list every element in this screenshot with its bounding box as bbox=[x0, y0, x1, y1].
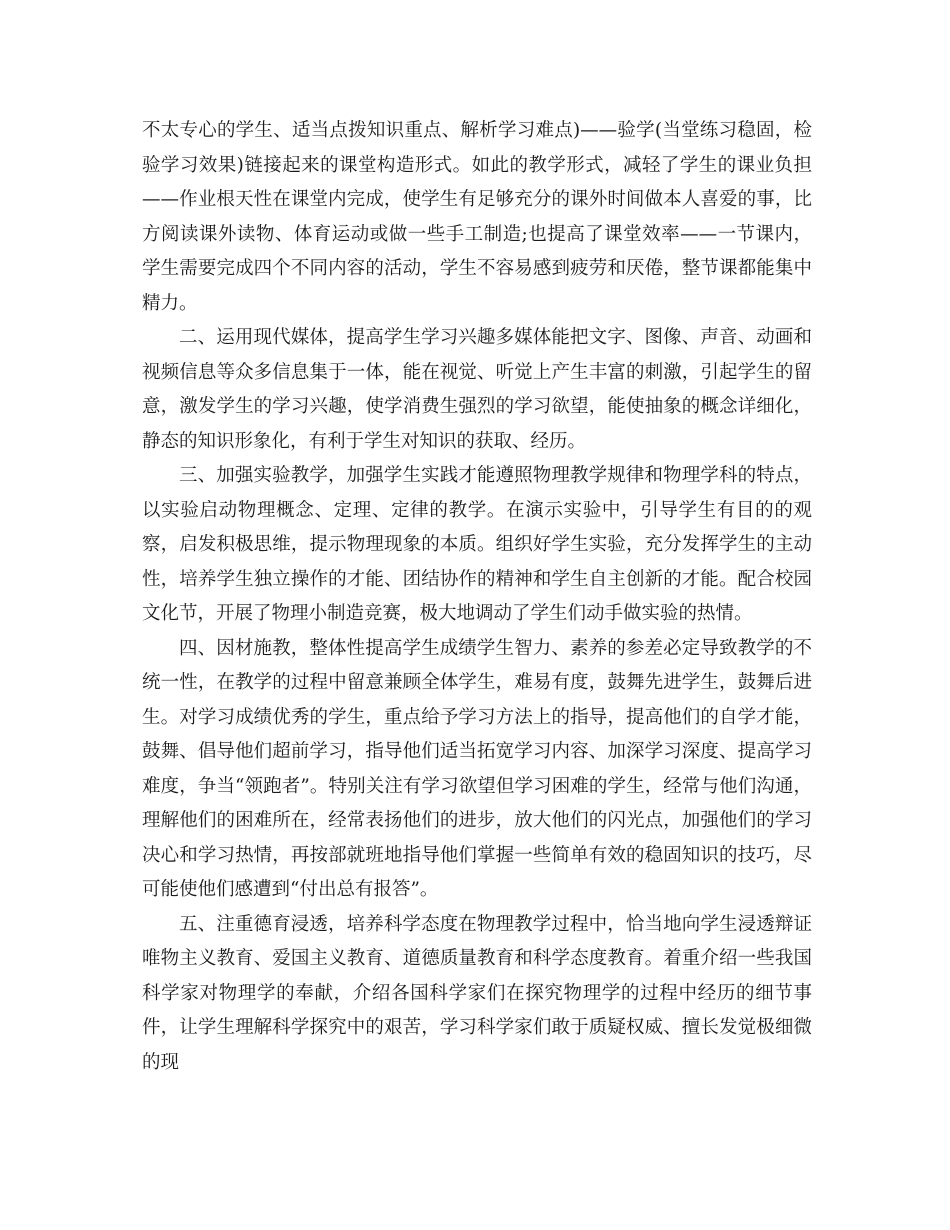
paragraph-section-3: 三、加强实验教学，加强学生实践才能遵照物理教学规律和物理学科的特点，以实验启动物理概念、定理、定律的教学。在演示实验中，引导学生有目的的观察，启发积极思维，提示物理现象的本质。组织好学生实验，充分发挥学生的主动性，培养学生独立操作的才能、团结协作的精神和学生自主创新的才能。配合校园文化节，开展了物理小制造竞赛，极大地调动了学生们动手做实验的热情。 bbox=[142, 465, 812, 624]
document-body bbox=[142, 114, 812, 1080]
paragraph-continuation: 不太专心的学生、适当点拨知识重点、解析学习难点)——验学(当堂练习稳固，检验学习效果)链接起来的课堂构造形式。如此的教学形式，减轻了学生的课业负担——作业根天性在课堂内完成，使学生有足够充分的课外时间做本人喜爱的事，比方阅读课外读物、体育运动或做一些手工制造;也提高了课堂效率——一节课内，学生需要完成四个不同内容的活动，学生不容易感到疲劳和厌倦，整节课都能集中精力。 bbox=[142, 120, 812, 314]
paragraph-section-4: 四、因材施教，整体性提高学生成绩学生智力、素养的参差必定导致教学的不统一性，在教学的过程中留意兼顾全体学生，难易有度，鼓舞先进学生，鼓舞后进生。对学习成绩优秀的学生，重点给予学习方法上的指导，提高他们的自学才能，鼓舞、倡导他们超前学习，指导他们适当拓宽学习内容、加深学习深度、提高学习难度，争当“领跑者”。特别关注有学习欲望但学习困难的学生，经常与他们沟通，理解他们的困难所在，经常表扬他们的进步，放大他们的闪光点，加强他们的学习决心和学习热情，再按部就班地指导他们掌握一些简单有效的稳固知识的技巧，尽可能使他们感遭到“付出总有报答”。 bbox=[142, 637, 812, 900]
paragraph-section-2: 二、运用现代媒体，提高学生学习兴趣多媒体能把文字、图像、声音、动画和视频信息等众多信息集于一体，能在视觉、听觉上产生丰富的刺激，引起学生的留意，激发学生的学习兴趣，使学消费生强烈的学习欲望，能使抽象的概念详细化，静态的知识形象化，有利于学生对知识的获取、经历。 bbox=[142, 327, 812, 452]
paragraph-section-5: 五、注重德育浸透，培养科学态度在物理教学过程中，恰当地向学生浸透辩证唯物主义教育、爱国主义教育、道德质量教育和科学态度教育。着重介绍一些我国科学家对物理学的奉献，介绍各国科学家们在探究物理学的过程中经历的细节事件，让学生理解科学探究中的艰苦，学习科学家们敢于质疑权威、擅长发觉极细微的现 bbox=[142, 913, 812, 1073]
